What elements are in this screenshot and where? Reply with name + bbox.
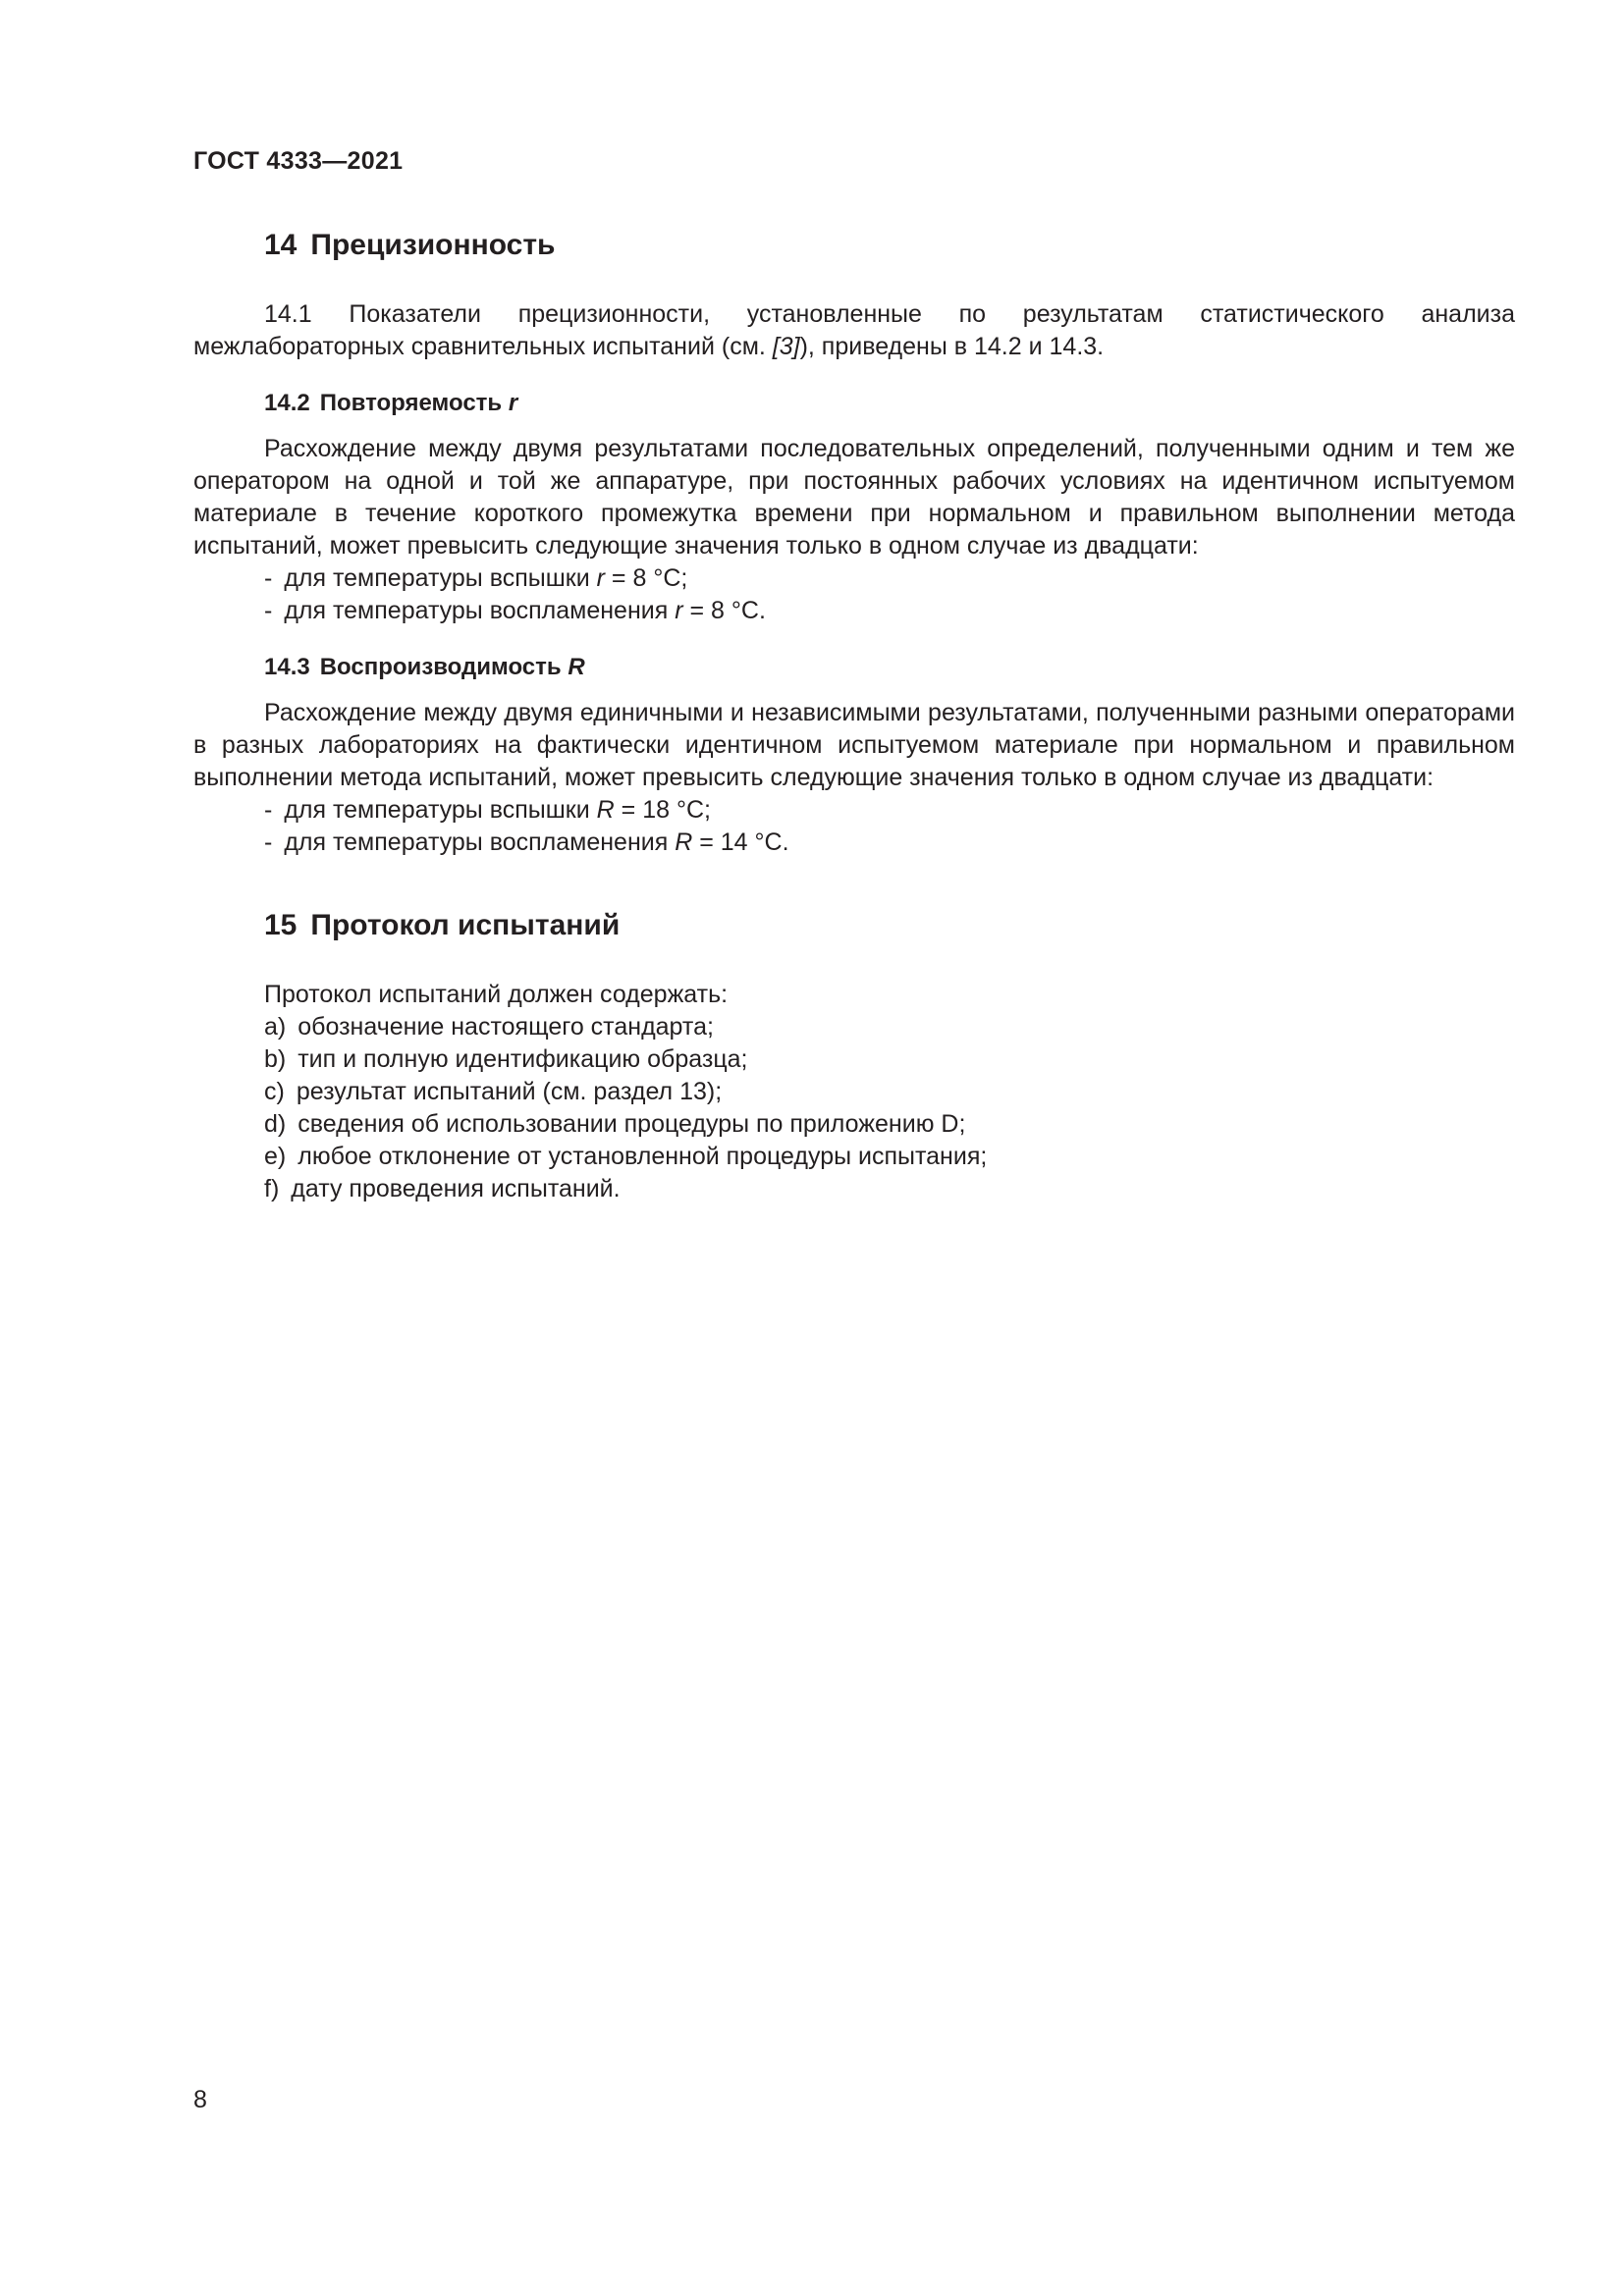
subsection-14-2-title [193,387,1515,419]
list-item [193,562,1515,595]
list-item-symbol: R [675,828,693,856]
paragraph-14-1-text-before: 14.1 Показатели прецизионности, установленные по результатам статистического анализа межлабораторных сравнительных испытаний (см. [193,300,1515,360]
list-item-symbol: r [675,597,683,624]
list-item-value: = 8 °C. [689,597,766,624]
list-dash: - [264,597,273,624]
subsection-14-2-title-text: Повторяемость [319,390,503,416]
list-item [193,1173,1515,1205]
list-marker: a) [264,1013,287,1041]
list-item-text: сведения об использовании процедуры по приложению D; [298,1110,966,1138]
list-dash: - [264,828,273,856]
list-item-text: тип и полную идентификацию образца; [298,1045,748,1073]
list-item-text: для температуры вспышки [284,796,590,824]
document-body [193,226,1515,1205]
section-15-title [193,906,1515,945]
list-dash: - [264,796,273,824]
list-marker: e) [264,1143,287,1170]
subsection-14-3-symbol: R [568,654,585,680]
list-marker: f) [264,1175,280,1202]
list-item-text: для температуры воспламенения [284,828,669,856]
subsection-14-3-number: 14.3 [264,654,310,680]
list-item [193,1076,1515,1108]
list-item [193,1141,1515,1173]
paragraph-14-2: Расхождение между двумя результатами последовательных определений, полученными одним и тем же оператором на одной и той же аппаратуре, при постоянных рабочих условиях на идентичном испытуемом материале в течение короткого промежутка времени при нормальном и правильном выполнении метода испытаний, может превысить следующие значения только в одном случае из двадцати: [193,435,1515,560]
paragraph-14-1-text-after: ), приведены в 14.2 и 14.3. [799,333,1105,360]
section-15-number: 15 [264,909,298,941]
subsection-14-3-title-text: Воспроизводимость [319,654,562,680]
list-item-text: для температуры вспышки [284,564,590,592]
bibliography-reference: [3] [772,333,800,360]
list-item-text: результат испытаний (см. раздел 13); [296,1078,723,1105]
subsection-14-2-number: 14.2 [264,390,310,416]
paragraph-14-3: Расхождение между двумя единичными и независимыми результатами, полученными разными операторами в разных лабораториях на фактически идентичном испытуемом материале при нормальном и правильном выполнении метода испытаний, может превысить следующие значения только в одном случае из двадцати: [193,699,1515,791]
list-item [193,595,1515,627]
subsection-14-2-symbol: r [508,390,518,416]
list-item-text: обозначение настоящего стандарта; [298,1013,714,1041]
list-marker: b) [264,1045,287,1073]
list-item [193,827,1515,859]
list-item-symbol: r [596,564,605,592]
list-item-text: любое отклонение от установленной процедуры испытания; [298,1143,988,1170]
document-code-header: ГОСТ 4333—2021 [193,147,404,175]
section-14-title-text: Прецизионность [310,229,556,261]
list-item-symbol: R [596,796,615,824]
list-marker: c) [264,1078,285,1105]
list-item [193,1011,1515,1043]
list-dash: - [264,564,273,592]
list-item [193,1108,1515,1141]
list-item-text: для температуры воспламенения [284,597,669,624]
section-15-intro: Протокол испытаний должен содержать: [264,981,729,1008]
list-item-value: = 8 °C; [611,564,688,592]
list-item-value: = 14 °C. [699,828,789,856]
list-item-value: = 18 °C; [621,796,711,824]
subsection-14-3-title [193,651,1515,683]
list-item [193,794,1515,827]
section-15-title-text: Протокол испытаний [310,909,621,941]
list-item [193,1043,1515,1076]
list-marker: d) [264,1110,287,1138]
section-14-number: 14 [264,229,298,261]
list-item-text: дату проведения испытаний. [291,1175,621,1202]
section-14-title [193,226,1515,265]
paragraph-14-1 [193,298,1515,363]
page-number: 8 [193,2086,207,2113]
